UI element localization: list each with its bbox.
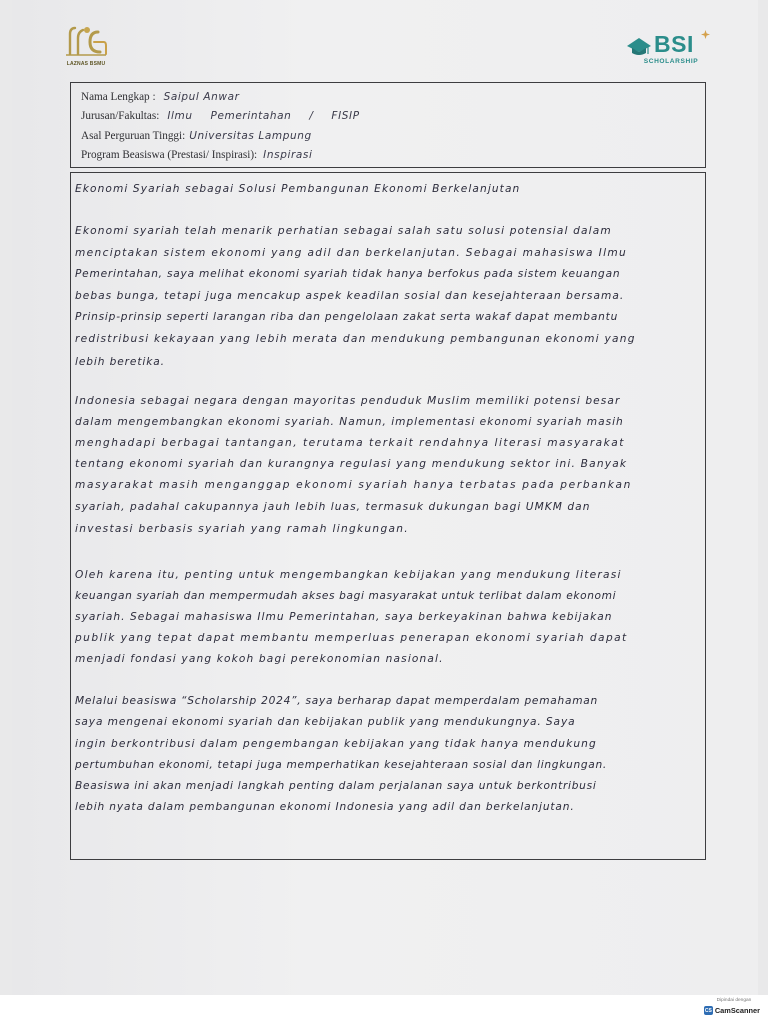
star-icon [701, 30, 710, 39]
scanner-caption: Dipindai dengan [716, 998, 752, 1003]
essay-line: tentang ekonomi syariah dan kurangnya regulasi yang mendukung sektor ini. Banyak [75, 458, 628, 470]
laznas-caption: LAZNAS BSMU [66, 61, 106, 67]
asal-label: Asal Perguruan Tinggi: [81, 130, 186, 142]
jurusan-label: Jurusan/Fakultas: [81, 110, 160, 122]
essay-line: syariah. Sebagai mahasiswa Ilmu Pemerintahan, saya berkeyakinan bahwa kebijakan [75, 611, 613, 623]
essay-line: pertumbuhan ekonomi, tetapi juga memperhatikan kesejahteraan sosial dan lingkungan. [75, 759, 607, 771]
essay-box [70, 172, 706, 860]
bsi-scholarship-label: SCHOLARSHIP [643, 58, 699, 65]
jurusan-value: Ilmu Pemerintahan / FISIP [167, 110, 360, 122]
program-row [81, 149, 313, 165]
essay-line: keuangan syariah dan mempermudah akses bagi masyarakat untuk terlibat dalam ekonomi [75, 590, 617, 602]
program-value: Inspirasi [263, 149, 313, 161]
essay-line: menjadi fondasi yang kokoh bagi perekonomian nasional. [75, 653, 444, 665]
essay-line: syariah, padahal cakupannya jauh lebih luas, termasuk dukungan bagi UMKM dan [75, 501, 591, 513]
scanner-brand-name: CamScanner [714, 1006, 760, 1015]
essay-line: menciptakan sistem ekonomi yang adil dan berkelanjutan. Sebagai mahasiswa Ilmu [75, 247, 628, 259]
essay-line: Oleh karena itu, penting untuk mengembangkan kebijakan yang mendukung literasi [75, 569, 622, 581]
applicant-info-box [70, 82, 706, 168]
essay-line: saya mengenai ekonomi syariah dan kebijakan publik yang mendukungnya. Saya [75, 716, 576, 728]
essay-line: masyarakat masih menganggap ekonomi syariah hanya terbatas pada perbankan [75, 479, 633, 491]
essay-line: menghadapi berbagai tantangan, terutama terkait rendahnya literasi masyarakat [75, 437, 625, 449]
essay-line: Beasiswa ini akan menjadi langkah penting dalam perjalanan saya untuk berkontribusi [75, 780, 597, 792]
essay-line: ingin berkontribusi dalam pengembangan kebijakan yang tidak hanya mendukung [75, 738, 597, 750]
laznas-bsms-logo-icon [64, 24, 108, 58]
nama-value: Saipul Anwar [163, 91, 240, 103]
essay-title: Ekonomi Syariah sebagai Solusi Pembangunan Ekonomi Berkelanjutan [75, 183, 521, 195]
essay-line: Indonesia sebagai negara dengan mayoritas penduduk Muslim memiliki potensi besar [75, 395, 621, 407]
asal-row [81, 130, 312, 146]
scanner-brand [704, 1006, 760, 1015]
bsi-scholarship-logo [626, 30, 712, 70]
essay-line: Ekonomi syariah telah menarik perhatian sebagai salah satu solusi potensial dalam [75, 225, 612, 237]
bsi-wordmark: BSI [654, 31, 694, 57]
camscanner-icon: CS [704, 1007, 712, 1014]
essay-line: Melalui beasiswa “Scholarship 2024”, saya berharap dapat memperdalam pemahaman [75, 695, 598, 707]
essay-line: publik yang tepat dapat membantu memperluas penerapan ekonomi syariah dapat [75, 632, 628, 644]
essay-line: Prinsip-prinsip seperti larangan riba dan pengelolaan zakat serta wakaf dapat membantu [75, 311, 619, 323]
camscanner-watermark [706, 998, 762, 1020]
essay-line: bebas bunga, tetapi juga mencakup aspek keadilan sosial dan kesejahteraan bersama. [75, 290, 625, 302]
nama-row [81, 91, 240, 107]
essay-line: lebih beretika. [75, 356, 165, 368]
laznas-logo [62, 24, 110, 70]
essay-line: lebih nyata dalam pembangunan ekonomi Indonesia yang adil dan berkelanjutan. [75, 801, 575, 813]
essay-line: redistribusi kekayaan yang lebih merata dan mendukung pembangunan ekonomi yang [75, 333, 636, 345]
nama-label: Nama Lengkap : [81, 91, 156, 103]
essay-line: Pemerintahan, saya melihat ekonomi syariah tidak hanya berfokus pada sistem keuangan [75, 268, 621, 280]
bsi-logo-icon [626, 36, 652, 56]
essay-line: investasi berbasis syariah yang ramah lingkungan. [75, 523, 409, 535]
program-label: Program Beasiswa (Prestasi/ Inspirasi): [81, 149, 258, 161]
essay-line: dalam mengembangkan ekonomi syariah. Namun, implementasi ekonomi syariah masih [75, 416, 624, 428]
jurusan-row [81, 110, 360, 126]
asal-value: Universitas Lampung [189, 130, 312, 142]
